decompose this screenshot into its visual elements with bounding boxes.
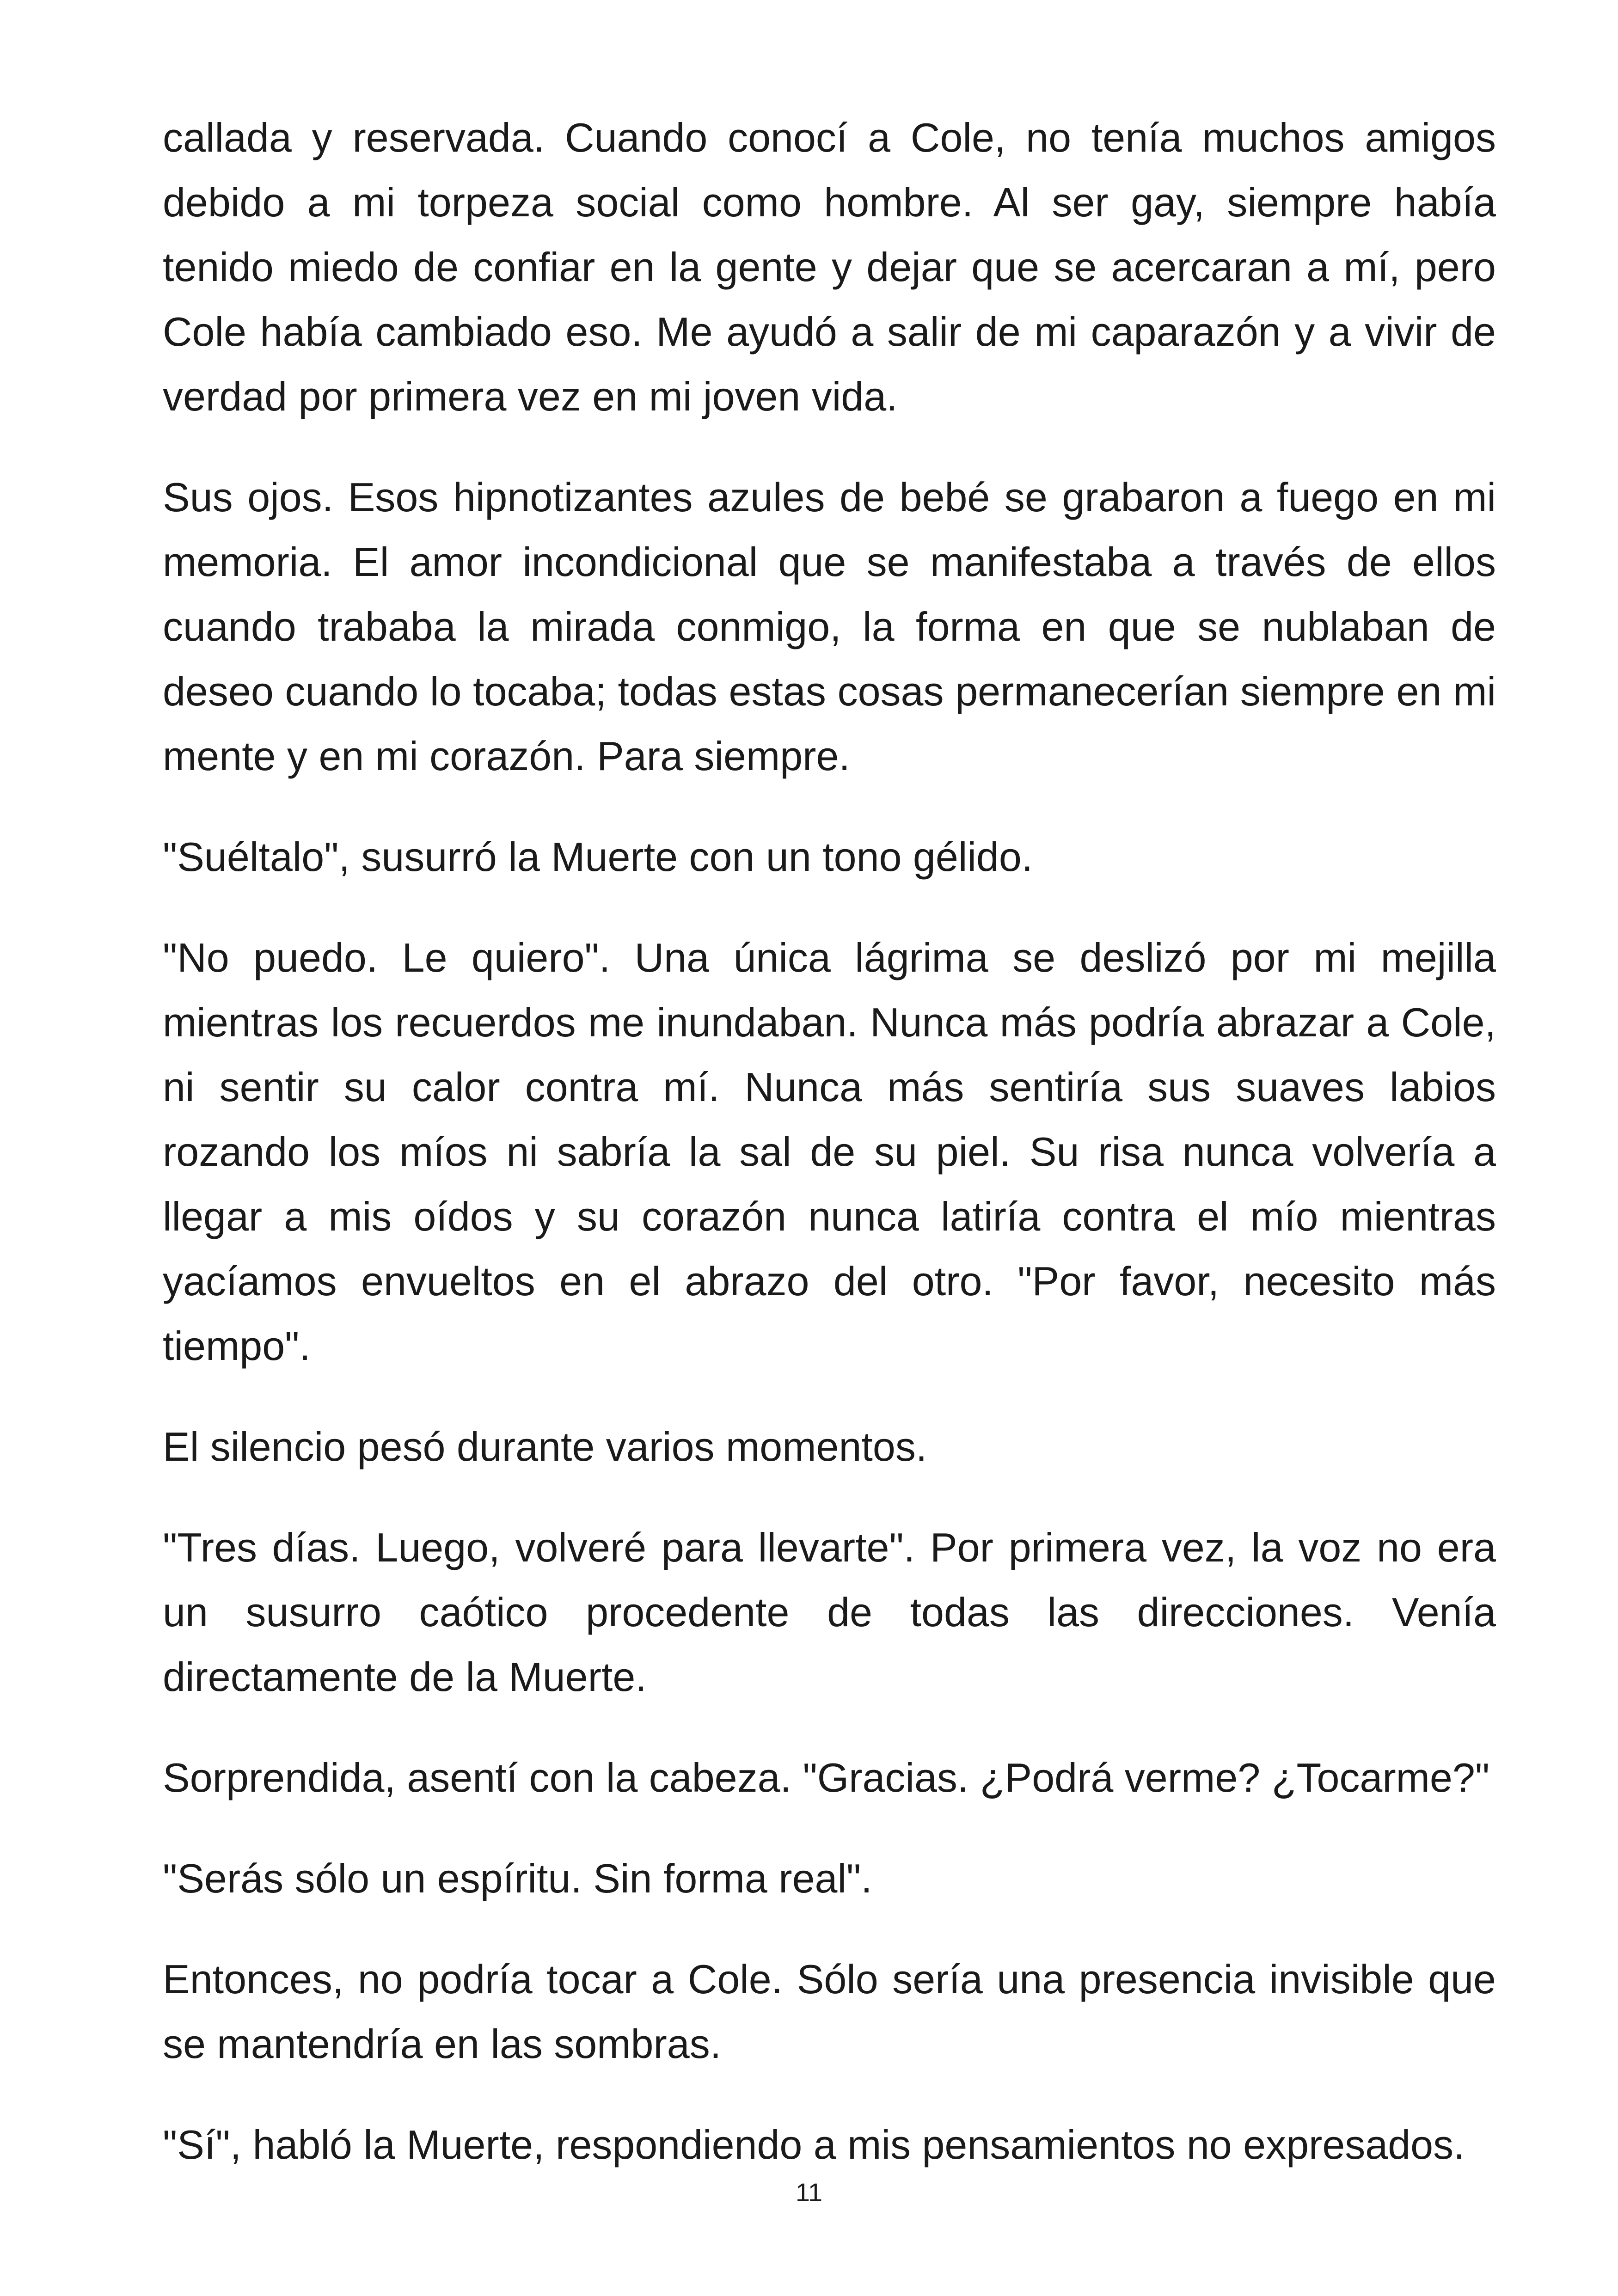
paragraph: Sus ojos. Esos hipnotizantes azules de bebé se grabaron a fuego en mi memoria. El amor incondicional que se manifestaba a través de ellos cuando trababa la mirada conmigo, la forma en que se nublaban de deseo cuando lo tocaba; todas estas cosas permanecerían siempre en mi mente y en mi corazón. Para siempre. [163, 474, 1496, 779]
paragraph: "Suéltalo", susurró la Muerte con un tono gélido. [163, 834, 1033, 880]
paragraph: "Serás sólo un espíritu. Sin forma real". [163, 1855, 872, 1901]
paragraph: "No puedo. Le quiero". Una única lágrima se deslizó por mi mejilla mientras los recuerdos me inundaban. Nunca más podría abrazar a Cole, ni sentir su calor contra mí. Nunca más sentiría sus suaves labios rozando los míos ni sabría la sal de su piel. Su risa nunca volvería a llegar a mis oídos y su corazón nunca latiría contra el mío mientras yacíamos envueltos en el abrazo del otro. "Por favor, necesito más tiempo". [163, 935, 1496, 1369]
paragraph: "Sí", habló la Muerte, respondiendo a mis pensamientos no expresados. [163, 2122, 1465, 2167]
paragraph: Sorprendida, asentí con la cabeza. "Gracias. ¿Podrá verme? ¿Tocarme?" [163, 1755, 1490, 1800]
paragraph: Entonces, no podría tocar a Cole. Sólo sería una presencia invisible que se mantendría en las sombras. [163, 1956, 1496, 2067]
body-text [163, 105, 1496, 2213]
paragraph: callada y reservada. Cuando conocí a Cole, no tenía muchos amigos debido a mi torpeza social como hombre. Al ser gay, siempre había tenido miedo de confiar en la gente y dejar que se acercaran a mí, pero Cole había cambiado eso. Me ayudó a salir de mi caparazón y a vivir de verdad por primera vez en mi joven vida. [163, 115, 1496, 419]
page-number: 11 [795, 2178, 823, 2207]
paragraph: "Tres días. Luego, volveré para llevarte". Por primera vez, la voz no era un susurro caótico procedente de todas las direcciones. Venía directamente de la Muerte. [163, 1525, 1496, 1700]
paragraph: El silencio pesó durante varios momentos. [163, 1424, 927, 1469]
